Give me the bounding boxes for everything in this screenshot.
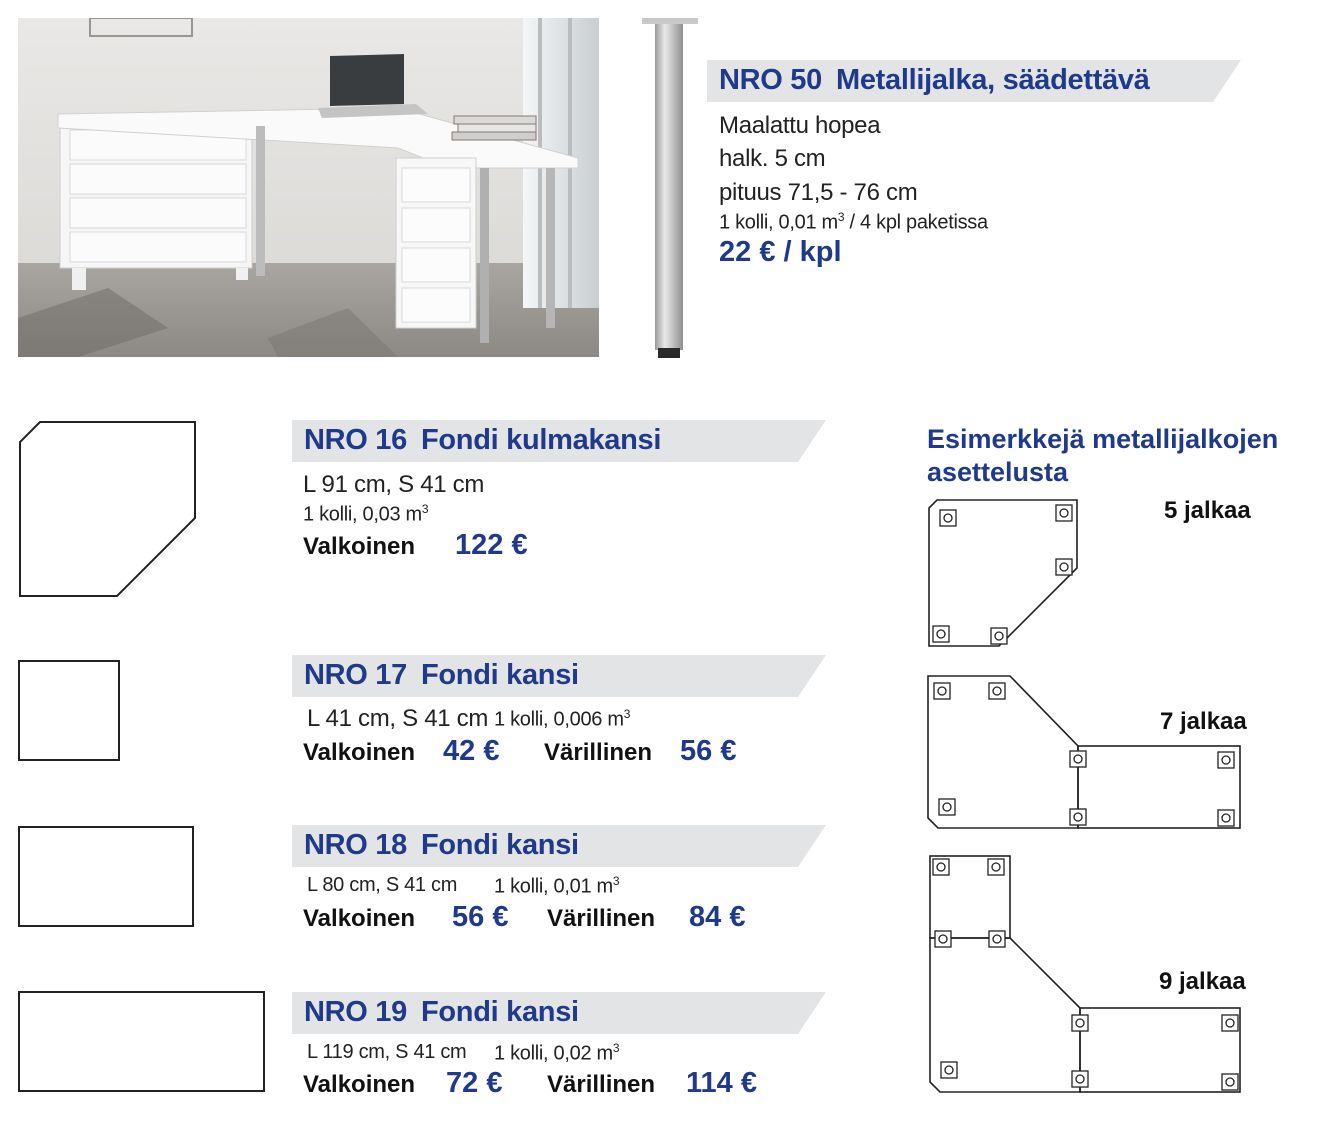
nro19-dims: L 119 cm, S 41 cm	[307, 1041, 467, 1063]
nro18-label-white: Valkoinen	[303, 905, 416, 932]
nro17-kolli	[494, 707, 630, 732]
nro50-line3: pituus 71,5 - 76 cm	[719, 179, 918, 206]
nro16-kolli	[303, 502, 428, 527]
nro50-line1: Maalattu hopea	[719, 112, 881, 139]
nro17-label-white: Valkoinen	[303, 739, 416, 766]
metal-leg-image	[640, 18, 700, 360]
nro17-header	[292, 655, 832, 697]
nro16-label-white: Valkoinen	[303, 533, 416, 560]
nro50-kolli: 1 kolli, 0,01 m	[719, 211, 838, 234]
nro50-number: NRO 50	[719, 64, 822, 96]
nro16-number: NRO 16	[304, 424, 407, 456]
nro50-header	[707, 60, 1247, 102]
nro50-package: / 4 kpl paketissa	[844, 211, 988, 234]
examples-title	[927, 423, 1278, 489]
nro18-kolli	[494, 874, 619, 899]
nro18-number: NRO 18	[304, 829, 407, 861]
examples-title-line1: Esimerkkejä metallijalkojen	[927, 424, 1279, 454]
nro16-name: Fondi kulmakansi	[420, 424, 662, 456]
nro50-name: Metallijalka, säädettävä	[835, 64, 1150, 96]
nro50-line2: halk. 5 cm	[719, 145, 826, 172]
nro19-label-white: Valkoinen	[303, 1071, 416, 1098]
product-photo	[18, 18, 599, 357]
nro17-price-white: 42 €	[443, 735, 500, 767]
nro16-shape	[18, 420, 198, 598]
layout-9-legs-label: 9 jalkaa	[1159, 968, 1246, 995]
nro19-kolli-text: 1 kolli, 0,02 m	[494, 1042, 613, 1065]
nro18-price-white: 56 €	[452, 901, 509, 933]
nro16-kolli-text: 1 kolli, 0,03 m	[303, 503, 422, 526]
nro18-kolli-text: 1 kolli, 0,01 m	[494, 875, 613, 898]
nro17-price-colored: 56 €	[680, 735, 737, 767]
nro18-header	[292, 825, 832, 867]
nro18-label-colored: Värillinen	[547, 905, 656, 932]
nro16-dims: L 91 cm, S 41 cm	[303, 471, 485, 498]
nro19-header	[292, 992, 832, 1034]
nro19-label-colored: Värillinen	[547, 1071, 656, 1098]
nro17-kolli-sup: 3	[623, 707, 631, 721]
nro16-header	[292, 420, 832, 462]
nro17-shape	[18, 660, 120, 762]
nro18-kolli-sup: 3	[612, 874, 620, 888]
nro17-kolli-text: 1 kolli, 0,006 m	[494, 708, 624, 731]
nro17-dims: L 41 cm, S 41 cm	[307, 705, 489, 732]
nro18-price-colored: 84 €	[689, 901, 746, 933]
nro50-kolli-sup: 3	[837, 210, 845, 224]
nro19-price-white: 72 €	[446, 1067, 503, 1099]
layout-7-legs-label: 7 jalkaa	[1160, 708, 1247, 735]
nro18-shape	[18, 826, 194, 927]
nro19-kolli	[494, 1041, 619, 1066]
nro19-price-colored: 114 €	[686, 1067, 757, 1099]
nro16-price-white: 122 €	[455, 529, 528, 561]
layout-5-legs-diagram	[927, 498, 1087, 650]
nro19-shape	[18, 991, 265, 1092]
examples-title-line2: asettelusta	[927, 457, 1069, 487]
nro50-line4	[719, 210, 988, 235]
nro17-label-colored: Värillinen	[544, 739, 653, 766]
layout-5-legs-label: 5 jalkaa	[1164, 497, 1251, 524]
nro50-price: 22 € / kpl	[719, 236, 842, 268]
nro19-kolli-sup: 3	[612, 1041, 620, 1055]
nro17-name: Fondi kansi	[420, 659, 579, 691]
nro16-kolli-sup: 3	[421, 502, 429, 516]
nro19-number: NRO 19	[304, 996, 407, 1028]
nro17-number: NRO 17	[304, 659, 407, 691]
layout-7-legs-diagram	[926, 674, 1244, 834]
nro18-name: Fondi kansi	[420, 829, 579, 861]
nro19-name: Fondi kansi	[420, 996, 579, 1028]
nro18-dims: L 80 cm, S 41 cm	[307, 874, 458, 896]
